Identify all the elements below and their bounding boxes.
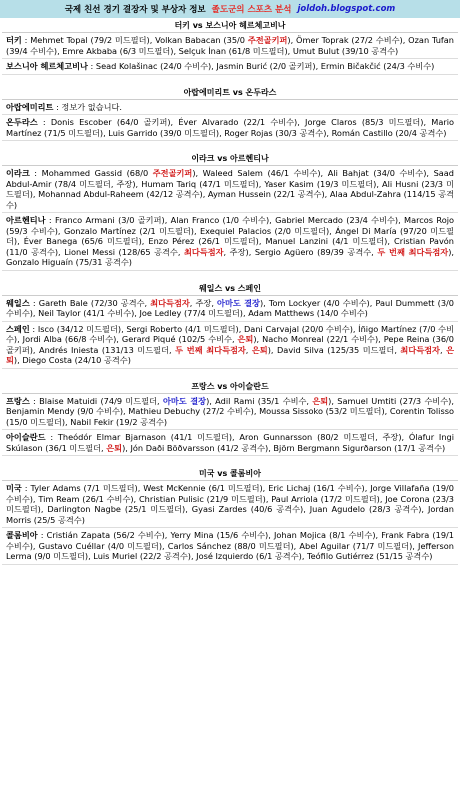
player-text: ), Diego Costa (24/10 공격수) [13,355,131,365]
status-highlight: 은퇴 [251,344,268,355]
player-text: : Gareth Bale (72/30 공격수, [29,297,151,308]
match-title: 프랑스 vs 아이슬란드 [2,379,458,394]
team-absentees [2,213,458,271]
status-highlight: 최다득점자 [400,344,440,355]
match-title: 웨일스 vs 스페인 [2,281,458,296]
match-list [0,18,460,565]
match-section [2,85,458,142]
status-highlight: 은퇴 [312,395,329,406]
match-section [2,379,458,457]
team-name: 온두라스 [6,117,38,127]
status-highlight: 아마도 결장 [162,395,207,406]
player-text: : Franco Armani (3/0 골키퍼), Alan Franco (1/0 수비수), Gabriel Mercado (23/4 수비수), Marcos Rojo (59/3 수비수), Gonzalo Martínez (2/1 미드필더), Exequiel Palacios (2/0 미드필더), Ángel Di María (97/20 미드필더), Éver Banega (65/6 미드필더), Enzo Pérez (26/1 미드필더), Manuel Lanzini (4/1 미드필더), Cristian Pavón (11/0 공격수), Lionel Messi (128/65 공격수, [6,215,454,257]
match-section [2,466,458,565]
status-highlight: 은퇴 [237,334,254,344]
status-highlight: 은퇴 [6,344,454,365]
player-text: ), Adil Rami (35/1 수비수, [206,395,313,406]
team-absentees [2,296,458,322]
player-text: : Mehmet Topal (79/2 미드필더), Volkan Babacan (35/0 [21,35,248,45]
team-name: 아르헨티나 [6,215,46,225]
team-absentees [2,394,458,431]
player-text: ), Waleed Salem (46/1 수비수), Ali Bahjat (34/0 수비수), Saad Abdul-Amir (78/4 미드필더, 주장), Humam Tariq (47/1 미드필더), Yaser Kasim (19/3 미드필더), Ali Husni (23/3 미드필더), Mohannad Abdul-Raheem (42/12 공격수), Ayman Hussein (22/1 공격수), Alaa Abdul-Zahra (114/15 공격수) [6,168,455,210]
match-section [2,151,458,271]
team-absentees [2,528,458,565]
team-absentees [2,59,458,75]
player-text: : Tyler Adams (7/1 미드필더), West McKennie (6/1 미드필더), Eric Lichaj (16/1 수비수), Jorge Villafaña (19/0 수비수), Tim Ream (26/1 수비수), Christian Pulisic (21/9 미드필더), Paul Arriola (17/2 미드필더), Joe Corona (23/3 미드필더), Darlington Nagbe (25/1 미드필더), Gyasi Zardes (40/6 공격수), Juan Agudelo (28/3 공격수), Jordan Morris (25/5 공격수) [6,483,454,525]
player-text: : Donis Escober (64/0 골키퍼), Éver Alvarado (22/1 수비수), Jorge Claros (85/3 미드필더), Mario Martínez (71/5 미드필더), Luis Garrido (39/0 미드필더), Roger Rojas (30/3 공격수), Román Castillo (20/4 공격수) [6,117,454,138]
match-section [2,18,458,75]
player-text: , [245,344,252,355]
match-title: 아랍에미리트 vs 온두라스 [2,85,458,100]
player-text: : Cristián Zapata (56/2 수비수), Yerry Mina (15/6 수비수), Johan Mojica (8/1 수비수), Frank Fabra (19/1 수비수), Gustavo Cuéllar (4/0 미드필더), Carlos Sánchez (88/0 미드필더), Abel Aguilar (71/7 미드필더), Jefferson Lerma (9/0 미드필더), Luis Muriel (22/2 공격수), José Izquierdo (6/1 공격수), Teófilo Gutiérrez (51/15 공격수) [6,530,454,561]
status-highlight: 아마도 결장 [217,297,260,308]
match-section [2,281,458,369]
player-text: : Isco (34/12 미드필더), Sergi Roberto (4/1 미드필더), Dani Carvajal (20/0 수비수), Íñigo Martínez (7/0 수비수), Jordi Alba (66/8 수비수), Gerard Piqué (102/5 수비수, [6,323,454,344]
section-spacer [0,369,460,379]
blog-url[interactable]: joldoh.blogspot.com [297,4,396,14]
section-spacer [0,456,460,466]
player-text: , 주장), Sergio Agüero (89/39 공격수, [223,246,378,257]
team-absentees [2,322,458,369]
team-absentees [2,166,458,213]
player-text: ), David Silva (125/35 미드필더, [267,344,401,355]
team-name: 미국 [6,483,22,493]
team-name: 아랍에미리트 [6,101,54,112]
status-highlight: 주전골키퍼 [247,35,288,45]
status-highlight: 주전골키퍼 [152,168,193,178]
status-highlight: 최다득점자 [183,246,224,257]
blog-brand: 졸도군의 스포츠 분석 [211,5,292,15]
player-text: ), Gonzalo Higuaín (75/31 공격수) [6,246,454,267]
player-text: , [439,344,447,355]
team-absentees [2,430,458,456]
team-name: 프랑스 [6,395,30,406]
player-text: ), Nacho Monreal (22/1 수비수), Pepe Reina (36/0 골키퍼), Andrés Iniesta (131/13 미드필더, [6,334,454,355]
match-title: 미국 vs 콜롬비아 [2,466,458,481]
team-name: 이라크 [6,168,30,178]
player-text: : Theódór Elmar Bjarnason (41/1 미드필더), Aron Gunnarsson (80/2 미드필더, 주장), Ólafur Ingi Skúlason (36/1 미드필더, [6,432,454,453]
player-text: , 주장, [189,297,218,308]
player-text: ), Jón Daði Böðvarsson (41/2 공격수), Björn Bergmann Sigurðarson (17/1 공격수) [122,442,446,453]
match-title: 이라크 vs 아르헨티나 [2,151,458,166]
section-spacer [0,75,460,85]
team-absentees [2,100,458,116]
status-highlight: 은퇴 [106,442,123,453]
team-absentees [2,481,458,528]
match-title: 터키 vs 보스니아 헤르체고비나 [2,18,458,33]
team-name: 아이슬란드 [6,432,46,442]
player-text: : Mohammed Gassid (68/0 [29,168,153,178]
team-name: 웨일스 [6,297,30,308]
page-header [0,0,460,18]
page-title: 국제 친선 경기 결장자 및 부상자 정보 [64,5,206,15]
status-highlight: 두 번째 최다득점자 [377,246,449,257]
player-text: ), Ömer Toprak (27/2 수비수), Ozan Tufan (39/4 수비수), Emre Akbaba (6/3 미드필더), Selçuk İnan (61/8 미드필더), Umut Bulut (39/10 공격수) [6,35,454,56]
status-highlight: 최다득점자 [150,297,190,308]
section-spacer [0,141,460,151]
player-text: : 정보가 없습니다. [53,101,123,112]
team-name: 터키 [6,35,22,45]
player-text: : Blaise Matuidi (74/9 미드필더, [29,395,163,406]
player-text: ), Tom Lockyer (4/0 수비수), Paul Dummett (3/0 수비수), Neil Taylor (41/1 수비수), Joe Ledley (77/4 미드필더), Adam Matthews (14/0 수비수) [6,297,455,318]
player-text: ), Samuel Umtiti (27/3 수비수), Benjamin Mendy (9/0 수비수), Mathieu Debuchy (27/2 수비수), Moussa Sissoko (53/2 미드필더), Corentin Tolisso (15/0 미드필더), Nabil Fekir (19/2 공격수) [6,395,454,427]
team-name: 스페인 [6,323,30,334]
section-spacer [0,271,460,281]
status-highlight: 두 번째 최다득점자 [175,344,246,355]
team-absentees [2,33,458,59]
team-name: 보스니아 헤르체고비나 [6,61,88,71]
team-absentees [2,115,458,141]
team-name: 콜롬비아 [6,530,38,540]
player-text: : Sead Kolašinac (24/0 수비수), Jasmin Burić (2/0 골키퍼), Ermin Bičakčić (24/3 수비수) [87,61,435,71]
